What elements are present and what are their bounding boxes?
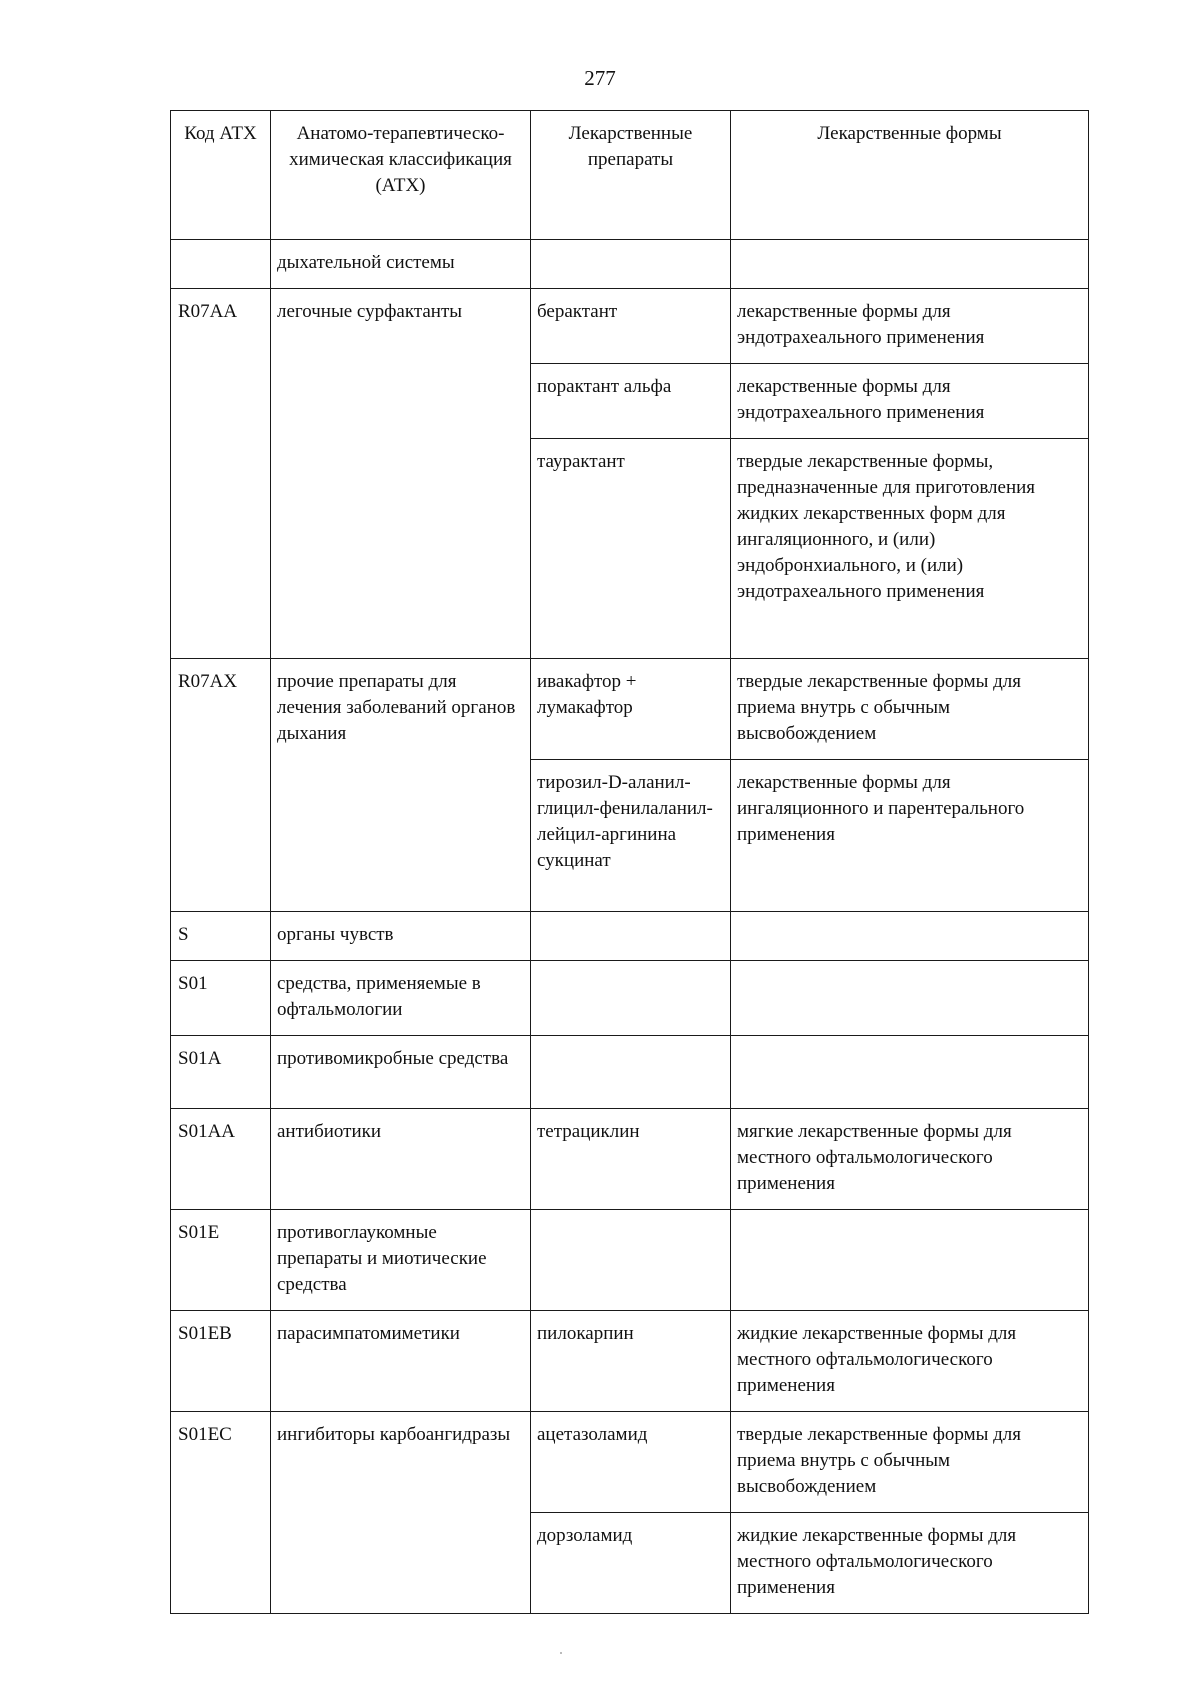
- cell-drug: [531, 240, 731, 289]
- cell-code: S01EB: [171, 1311, 271, 1412]
- cell-drug: дорзоламид: [531, 1513, 731, 1614]
- cell-atc: антибиотики: [271, 1109, 531, 1210]
- table-row: [171, 1311, 1089, 1412]
- cell-drug: [531, 1210, 731, 1311]
- cell-code: S01: [171, 961, 271, 1036]
- cell-form: мягкие лекарственные формы для местного офтальмологического применения: [731, 1109, 1089, 1210]
- cell-drug: [531, 961, 731, 1036]
- cell-atc: прочие препараты для лечения заболеваний органов дыхания: [271, 659, 531, 912]
- cell-drug: ивакафтор + лумакафтор: [531, 659, 731, 760]
- cell-drug: тирозил-D-аланил-глицил-фенилаланил-лейцил-аргинина сукцинат: [531, 760, 731, 912]
- cell-code: R07AA: [171, 289, 271, 659]
- cell-atc: противоглаукомные препараты и миотические средства: [271, 1210, 531, 1311]
- header-forms: Лекарственные формы: [731, 111, 1089, 240]
- cell-form: твердые лекарственные формы, предназначенные для приготовления жидких лекарственных форм для ингаляционного, и (или) эндобронхиального, и (или) эндотрахеального применения: [731, 439, 1089, 659]
- cell-code: R07AX: [171, 659, 271, 912]
- cell-drug: пилокарпин: [531, 1311, 731, 1412]
- cell-code: S01AA: [171, 1109, 271, 1210]
- cell-drug: берактант: [531, 289, 731, 364]
- cell-code: [171, 240, 271, 289]
- cell-code: S01EC: [171, 1412, 271, 1614]
- cell-form: [731, 240, 1089, 289]
- cell-atc: средства, применяемые в офтальмологии: [271, 961, 531, 1036]
- cell-atc: противомикробные средства: [271, 1036, 531, 1109]
- table-row: [171, 1109, 1089, 1210]
- cell-form: [731, 912, 1089, 961]
- table-row: [171, 240, 1089, 289]
- header-code: Код АТХ: [171, 111, 271, 240]
- cell-drug: таурактант: [531, 439, 731, 659]
- table-row: [171, 659, 1089, 760]
- cell-form: [731, 961, 1089, 1036]
- header-atc: Анатомо-терапевтическо-химическая классификация (АТХ): [271, 111, 531, 240]
- page-number: 277: [584, 66, 616, 90]
- scan-speck: [560, 1652, 562, 1654]
- table-row: [171, 1412, 1089, 1513]
- cell-drug: ацетазоламид: [531, 1412, 731, 1513]
- cell-code: S01E: [171, 1210, 271, 1311]
- cell-atc: ингибиторы карбоангидразы: [271, 1412, 531, 1614]
- table-row: [171, 961, 1089, 1036]
- table-row: [171, 912, 1089, 961]
- cell-form: лекарственные формы для эндотрахеального применения: [731, 364, 1089, 439]
- cell-drug: [531, 912, 731, 961]
- cell-drug: порактант альфа: [531, 364, 731, 439]
- cell-code: S: [171, 912, 271, 961]
- cell-form: твердые лекарственные формы для приема внутрь с обычным высвобождением: [731, 659, 1089, 760]
- cell-form: твердые лекарственные формы для приема внутрь с обычным высвобождением: [731, 1412, 1089, 1513]
- cell-atc: легочные сурфактанты: [271, 289, 531, 659]
- cell-form: жидкие лекарственные формы для местного офтальмологического применения: [731, 1311, 1089, 1412]
- table-row: [171, 1036, 1089, 1109]
- cell-atc: парасимпатомиметики: [271, 1311, 531, 1412]
- cell-form: лекарственные формы для ингаляционного и парентерального применения: [731, 760, 1089, 912]
- cell-code: S01A: [171, 1036, 271, 1109]
- cell-form: лекарственные формы для эндотрахеального применения: [731, 289, 1089, 364]
- cell-form: жидкие лекарственные формы для местного офтальмологического применения: [731, 1513, 1089, 1614]
- atc-drug-table: [170, 110, 1089, 1614]
- table-row: [171, 1210, 1089, 1311]
- cell-atc: дыхательной системы: [271, 240, 531, 289]
- cell-drug: тетрациклин: [531, 1109, 731, 1210]
- header-drugs: Лекарственные препараты: [531, 111, 731, 240]
- cell-form: [731, 1210, 1089, 1311]
- cell-atc: органы чувств: [271, 912, 531, 961]
- table-row: [171, 289, 1089, 364]
- cell-form: [731, 1036, 1089, 1109]
- cell-drug: [531, 1036, 731, 1109]
- table-header-row: [171, 111, 1089, 240]
